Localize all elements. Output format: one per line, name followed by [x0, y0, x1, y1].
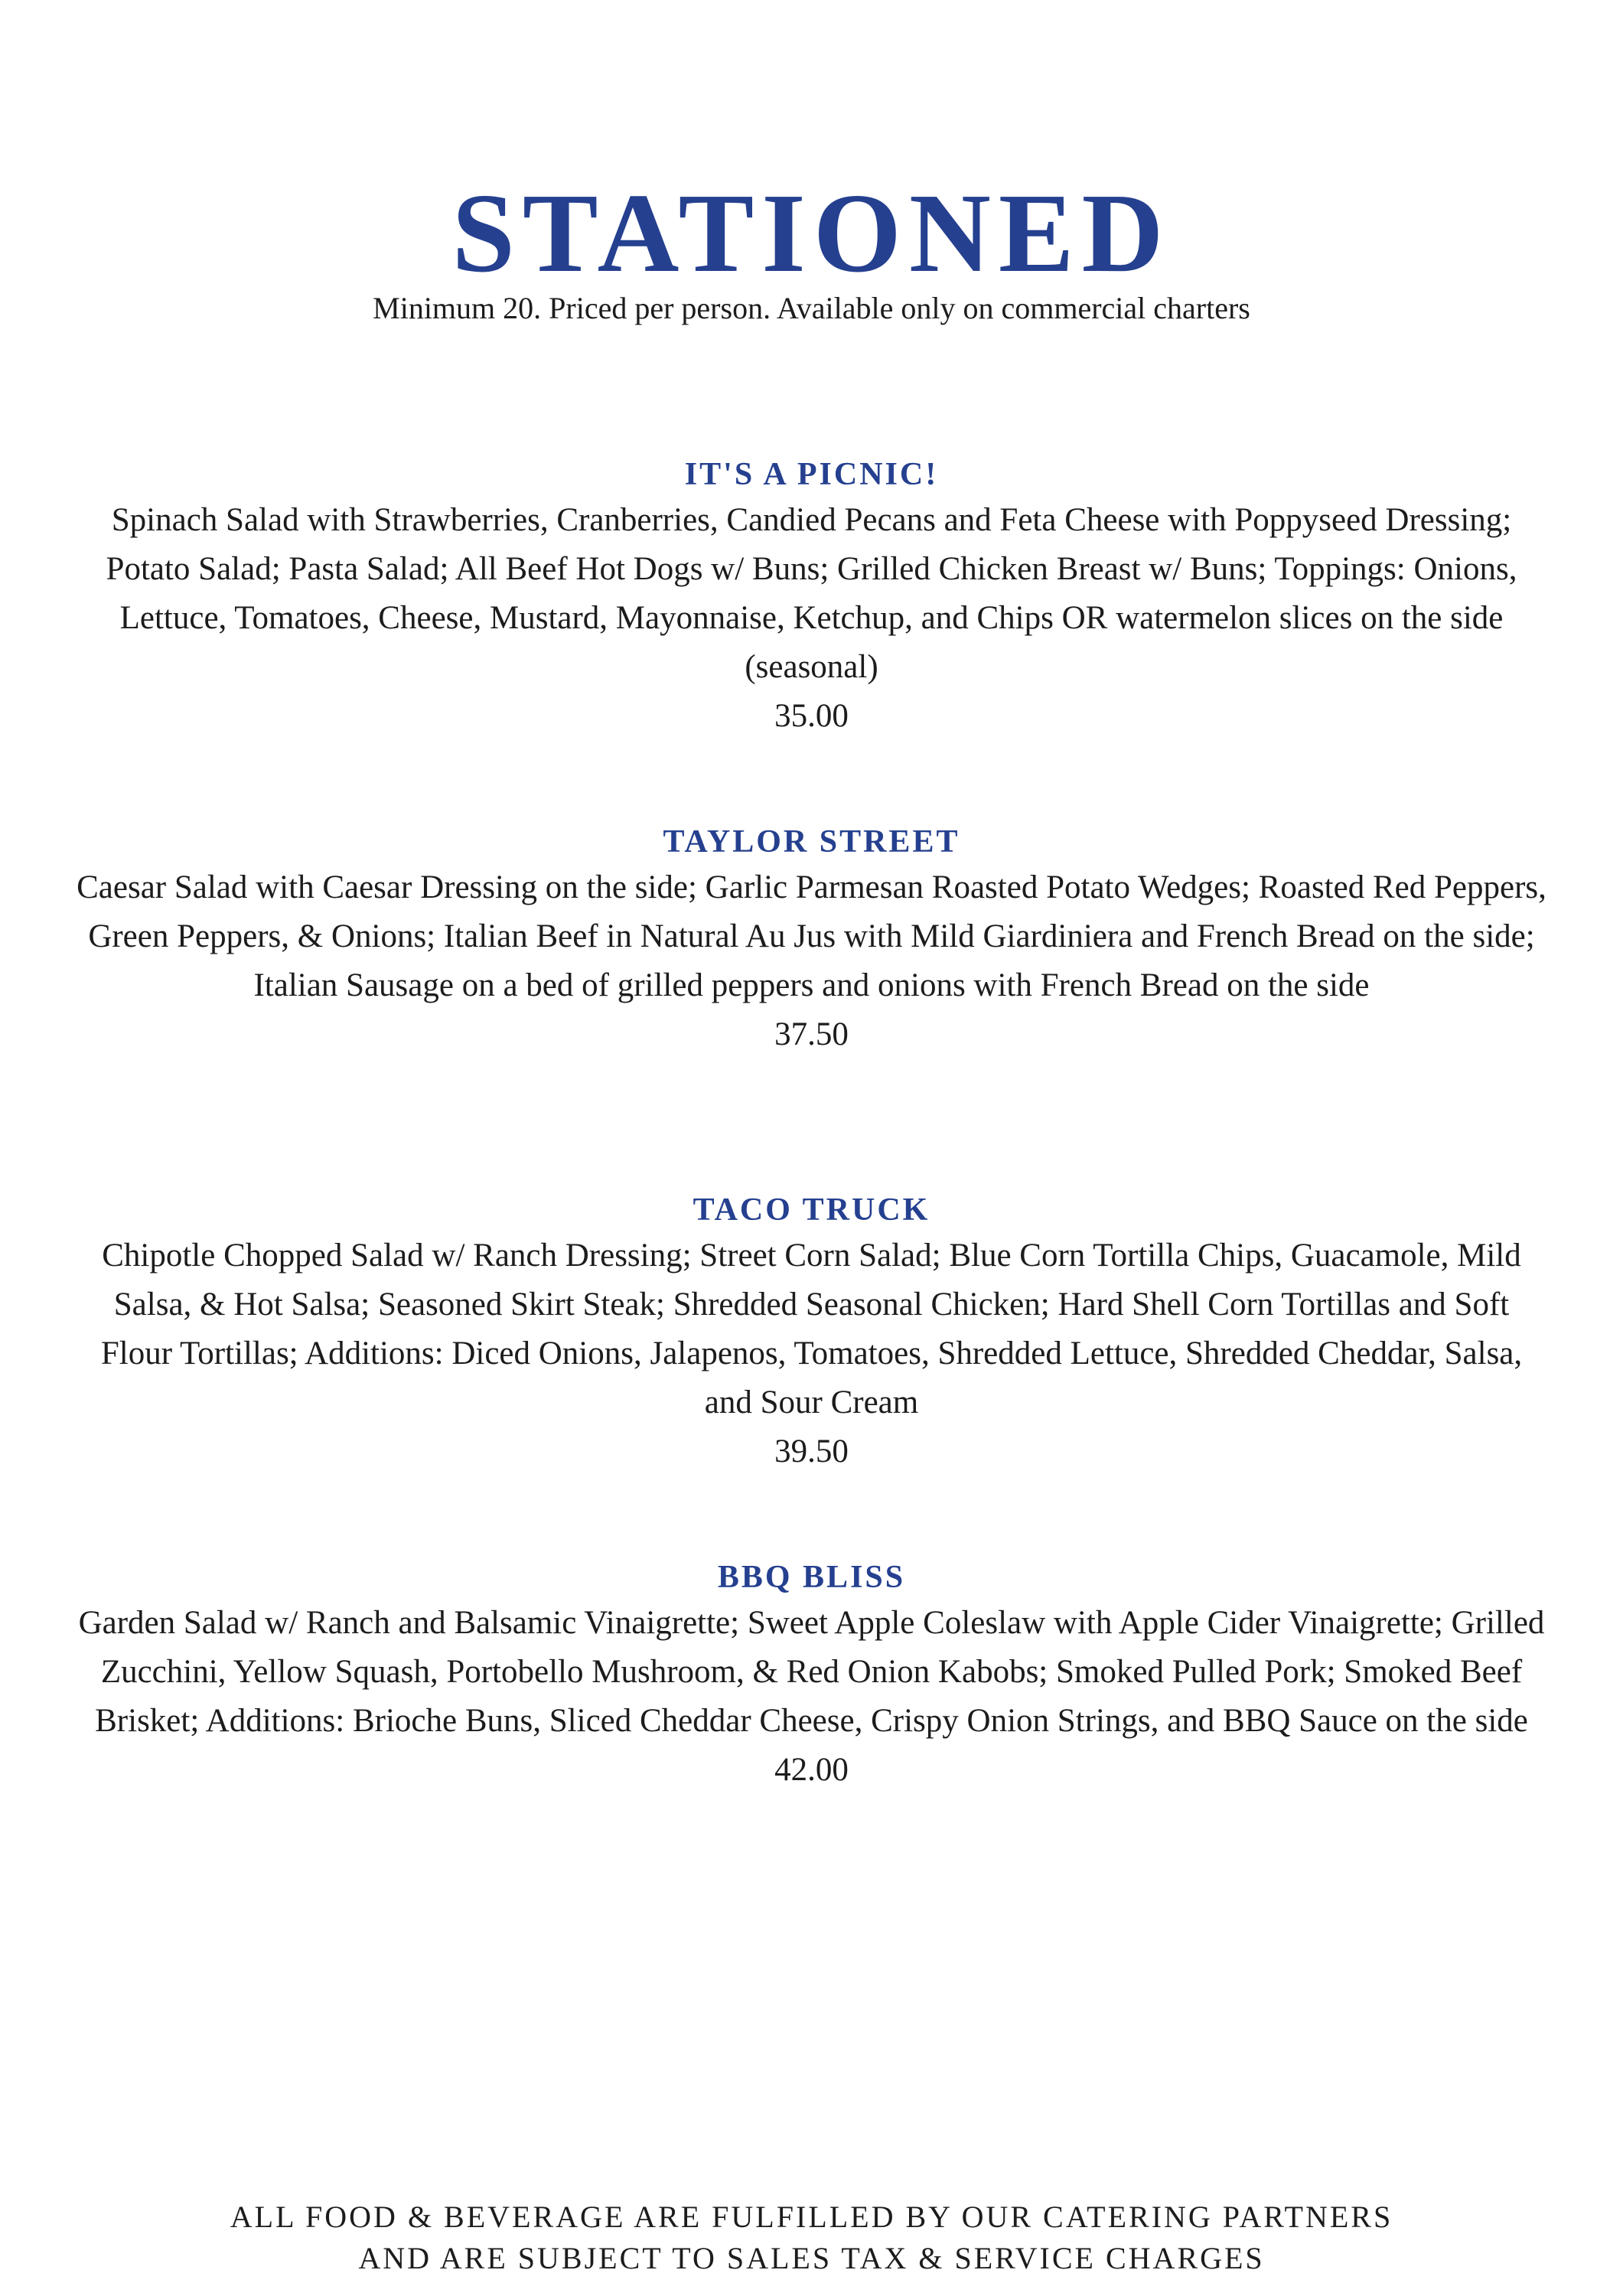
section-description: Caesar Salad with Caesar Dressing on the side; Garlic Parmesan Roasted Potato Wedges; Roasted Red Peppers, Green Peppers, & Onions; Italian Beef in Natural Au Jus with Mild Giardiniera and French Bread on the side; Italian Sausage on a bed of grilled peppers and onions with French Bread on the side	[77, 869, 1546, 1003]
section-price: 35.00	[774, 698, 849, 734]
section-description: Garden Salad w/ Ranch and Balsamic Vinaigrette; Sweet Apple Coleslaw with Apple Cider Vinaigrette; Grilled Zucchini, Yellow Squash, Portobello Mushroom, & Red Onion Kabobs; Smoked Pulled Pork; Smoked Beef Brisket; Additions: Brioche Buns, Sliced Cheddar Cheese, Crispy Onion Strings, and BBQ Sauce on the side	[78, 1605, 1545, 1739]
page-title: STATIONED	[451, 171, 1172, 296]
section-price: 42.00	[774, 1752, 849, 1788]
menu-section-taco-truck	[77, 1189, 1546, 1476]
footer-line-2: AND ARE SUBJECT TO SALES TAX & SERVICE CHARGES	[358, 2241, 1265, 2275]
section-title: TAYLOR STREET	[663, 824, 960, 859]
section-description: Chipotle Chopped Salad w/ Ranch Dressing; Street Corn Salad; Blue Corn Tortilla Chips, Guacamole, Mild Salsa, & Hot Salsa; Seasoned Skirt Steak; Shredded Seasonal Chicken; Hard Shell Corn Tortillas and Soft Flour Tortillas; Additions: Diced Onions, Jalapenos, Tomatoes, Shredded Lettuce, Shredded Cheddar, Salsa, and Sour Cream	[100, 1238, 1523, 1420]
section-title: BBQ BLISS	[717, 1560, 906, 1595]
section-title: IT'S A PICNIC!	[684, 457, 939, 492]
section-description: Spinach Salad with Strawberries, Cranberries, Candied Pecans and Feta Cheese with Poppyseed Dressing; Potato Salad; Pasta Salad; All Beef Hot Dogs w/ Buns; Grilled Chicken Breast w/ Buns; Toppings: Onions, Lettuce, Tomatoes, Cheese, Mustard, Mayonnaise, Ketchup, and Chips OR watermelon slices on the side (seasonal)	[106, 502, 1517, 685]
footer-line-1: ALL FOOD & BEVERAGE ARE FULFILLED BY OUR CATERING PARTNERS	[230, 2200, 1393, 2234]
section-price: 37.50	[774, 1016, 849, 1052]
page-subtitle: Minimum 20. Priced per person. Available only on commercial charters	[373, 291, 1250, 325]
menu-section-taylor-street	[77, 820, 1546, 1059]
section-price: 39.50	[774, 1433, 849, 1469]
footer-notice	[0, 2197, 1623, 2279]
menu-section-its-a-picnic	[77, 453, 1546, 741]
section-title: TACO TRUCK	[693, 1192, 930, 1228]
menu-section-bbq-bliss	[77, 1556, 1546, 1795]
